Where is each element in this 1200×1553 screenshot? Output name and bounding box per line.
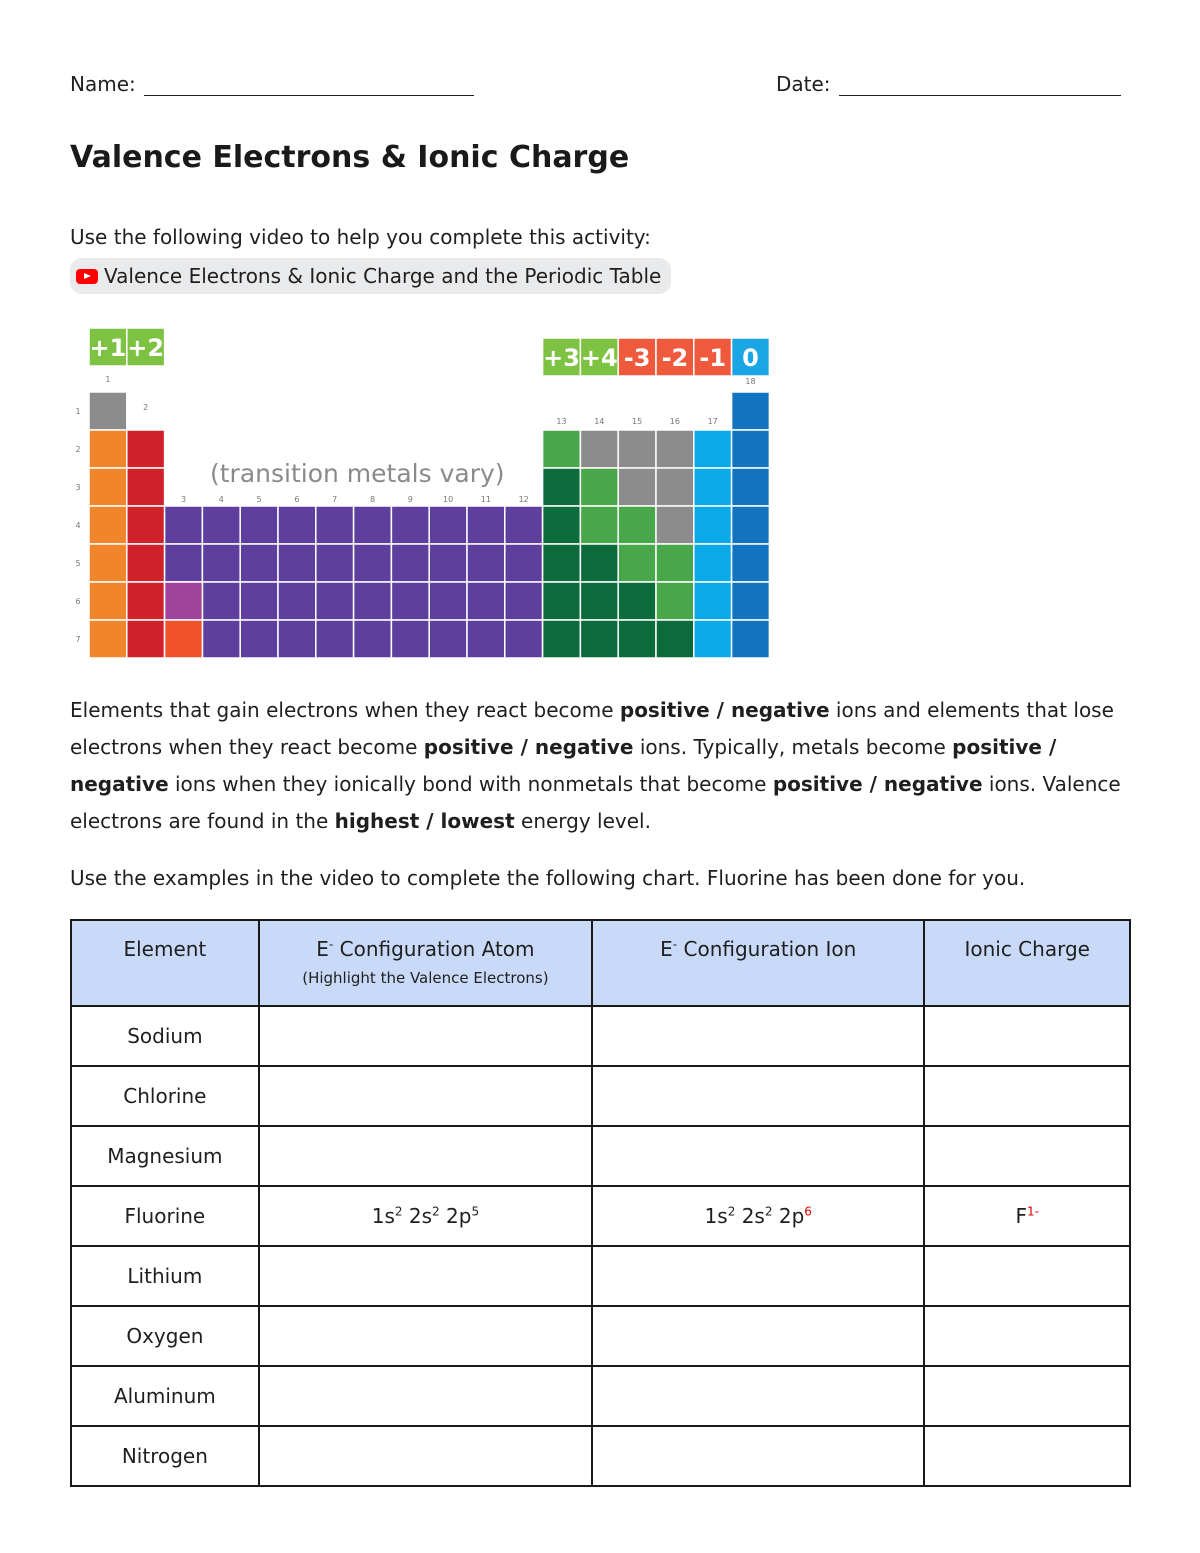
charge-badge-label: -1 bbox=[699, 344, 727, 372]
element-cell bbox=[127, 582, 165, 620]
ion-config-cell[interactable] bbox=[592, 1306, 924, 1366]
ionic-charge-cell[interactable] bbox=[924, 1306, 1130, 1366]
table-row bbox=[71, 1366, 1130, 1426]
element-cell bbox=[467, 620, 505, 658]
ionic-charge-cell[interactable] bbox=[924, 1006, 1130, 1066]
table-row bbox=[71, 1306, 1130, 1366]
element-cell bbox=[240, 506, 278, 544]
para-choice-4[interactable]: positive / negative bbox=[772, 772, 983, 796]
element-cell bbox=[732, 468, 770, 506]
name-field[interactable] bbox=[70, 72, 474, 96]
element-cell bbox=[467, 506, 505, 544]
youtube-icon bbox=[76, 269, 98, 284]
element-cell bbox=[656, 582, 694, 620]
element-cell bbox=[127, 430, 165, 468]
element-cell bbox=[543, 430, 581, 468]
page-title: Valence Electrons & Ionic Charge bbox=[70, 140, 630, 175]
element-cell: Sodium bbox=[71, 1006, 259, 1066]
period-number-label: 4 bbox=[75, 521, 81, 530]
element-cell bbox=[165, 620, 203, 658]
element-cell bbox=[202, 506, 240, 544]
instruction-text: Use the following video to help you complete this activity: bbox=[70, 225, 651, 249]
charge-badge-label: +2 bbox=[127, 334, 165, 362]
ion-config-cell[interactable]: $1s^2$ $2s^2$ $2p^6$ bbox=[592, 1186, 924, 1246]
group-number-label: 13 bbox=[556, 417, 567, 426]
atom-config-cell[interactable] bbox=[259, 1246, 592, 1306]
element-cell bbox=[202, 620, 240, 658]
element-cell bbox=[89, 392, 127, 430]
element-cell bbox=[89, 582, 127, 620]
group-number-label: 1 bbox=[105, 375, 111, 384]
group-number-label: 3 bbox=[180, 495, 187, 504]
ion-config-cell[interactable] bbox=[592, 1126, 924, 1186]
table-row-fluorine bbox=[71, 1186, 1130, 1246]
element-cell bbox=[543, 468, 581, 506]
name-blank[interactable] bbox=[144, 73, 474, 96]
element-cell bbox=[694, 544, 732, 582]
group-number-label: 10 bbox=[443, 495, 454, 504]
element-cell bbox=[543, 544, 581, 582]
element-cell: Oxygen bbox=[71, 1306, 259, 1366]
element-cell bbox=[240, 544, 278, 582]
table-row bbox=[71, 1066, 1130, 1126]
element-cell bbox=[694, 506, 732, 544]
atom-config-cell[interactable] bbox=[259, 1126, 592, 1186]
charge-badge-label: 0 bbox=[742, 344, 759, 372]
element-cell bbox=[89, 544, 127, 582]
element-cell bbox=[656, 506, 694, 544]
element-cell bbox=[278, 582, 316, 620]
table-row bbox=[71, 1006, 1130, 1066]
header-ion-config: E- Configuration Ion bbox=[592, 920, 924, 1006]
element-cell bbox=[505, 506, 543, 544]
element-cell bbox=[580, 544, 618, 582]
table-row bbox=[71, 1426, 1130, 1486]
table-row bbox=[71, 1246, 1130, 1306]
para-choice-1[interactable]: positive / negative bbox=[619, 698, 830, 722]
element-cell bbox=[165, 506, 203, 544]
header-atom-subtitle: (Highlight the Valence Electrons) bbox=[302, 969, 549, 987]
element-cell: Lithium bbox=[71, 1246, 259, 1306]
element-cell bbox=[391, 506, 429, 544]
header-ionic-charge: Ionic Charge bbox=[924, 920, 1130, 1006]
charge-badge-label: +3 bbox=[543, 344, 580, 372]
element-cell bbox=[505, 582, 543, 620]
header-atom-config: E- Configuration Atom (Highlight the Valence Electrons) bbox=[259, 920, 592, 1006]
chart-instruction: Use the examples in the video to complete the following chart. Fluorine has been done for you. bbox=[70, 866, 1026, 890]
period-number-label: 6 bbox=[75, 597, 81, 606]
element-cell bbox=[580, 620, 618, 658]
period-number-label: 1 bbox=[75, 407, 81, 416]
ionic-charge-cell[interactable] bbox=[924, 1366, 1130, 1426]
period-number-label: 2 bbox=[75, 445, 81, 454]
name-label: Name: bbox=[70, 72, 136, 96]
element-cell bbox=[391, 620, 429, 658]
element-cell: Chlorine bbox=[71, 1066, 259, 1126]
element-cell bbox=[618, 544, 656, 582]
element-cell bbox=[732, 544, 770, 582]
element-cell bbox=[732, 430, 770, 468]
element-cell bbox=[580, 468, 618, 506]
element-cell bbox=[467, 544, 505, 582]
element-cell bbox=[694, 430, 732, 468]
group-number-label: 11 bbox=[480, 495, 491, 504]
element-cell bbox=[354, 582, 392, 620]
element-cell bbox=[354, 544, 392, 582]
group-number-label: 14 bbox=[594, 417, 605, 426]
element-cell bbox=[732, 392, 770, 430]
group-number-label: 8 bbox=[369, 495, 376, 504]
group-number-label: 17 bbox=[707, 417, 718, 426]
element-cell bbox=[505, 544, 543, 582]
element-cell bbox=[127, 506, 165, 544]
element-cell bbox=[505, 620, 543, 658]
element-cell bbox=[543, 582, 581, 620]
table-row bbox=[71, 1126, 1130, 1186]
element-cell bbox=[202, 582, 240, 620]
group-number-label: 5 bbox=[256, 495, 262, 504]
atom-config-cell[interactable] bbox=[259, 1366, 592, 1426]
charge-badge-label: +1 bbox=[89, 334, 127, 362]
element-cell bbox=[543, 506, 581, 544]
element-cell bbox=[618, 582, 656, 620]
element-cell bbox=[240, 620, 278, 658]
ion-config-cell[interactable] bbox=[592, 1366, 924, 1426]
element-cell: Nitrogen bbox=[71, 1426, 259, 1486]
element-cell bbox=[89, 468, 127, 506]
element-cell: Fluorine bbox=[71, 1186, 259, 1246]
period-number-label: 5 bbox=[75, 559, 81, 568]
ion-config-cell[interactable] bbox=[592, 1246, 924, 1306]
element-cell bbox=[694, 582, 732, 620]
element-cell bbox=[694, 468, 732, 506]
element-cell bbox=[316, 582, 354, 620]
para-choice-5[interactable]: highest / lowest bbox=[334, 809, 515, 833]
group-number-label: 6 bbox=[294, 495, 300, 504]
ionic-charge-cell[interactable] bbox=[924, 1126, 1130, 1186]
element-cell bbox=[429, 582, 467, 620]
group-number-label: 16 bbox=[669, 417, 680, 426]
para-text-4: ions when they ionically bond with nonmetals that become bbox=[168, 772, 773, 796]
element-cell bbox=[165, 544, 203, 582]
element-cell bbox=[278, 506, 316, 544]
element-cell bbox=[580, 506, 618, 544]
element-cell bbox=[89, 506, 127, 544]
ionic-charge-cell[interactable] bbox=[924, 1426, 1130, 1486]
table-header-row bbox=[71, 920, 1130, 1006]
element-cell bbox=[429, 620, 467, 658]
element-cell bbox=[89, 430, 127, 468]
group-number-label: 4 bbox=[218, 495, 224, 504]
video-link-label: Valence Electrons & Ionic Charge and the Periodic Table bbox=[104, 264, 662, 288]
element-cell bbox=[656, 468, 694, 506]
element-cell bbox=[165, 582, 203, 620]
element-cell bbox=[618, 506, 656, 544]
video-link[interactable] bbox=[70, 258, 671, 294]
element-cell: Aluminum bbox=[71, 1366, 259, 1426]
element-cell bbox=[316, 620, 354, 658]
element-cell bbox=[391, 544, 429, 582]
element-cell bbox=[732, 506, 770, 544]
element-cell bbox=[732, 620, 770, 658]
element-cell bbox=[656, 544, 694, 582]
element-cell bbox=[391, 582, 429, 620]
para-text-3: ions. Typically, metals become bbox=[633, 735, 953, 759]
atom-config-cell[interactable] bbox=[259, 1306, 592, 1366]
element-cell bbox=[202, 544, 240, 582]
element-cell bbox=[127, 620, 165, 658]
transition-metals-label: (transition metals vary) bbox=[210, 459, 505, 488]
element-cell bbox=[316, 506, 354, 544]
element-cell bbox=[580, 430, 618, 468]
element-cell bbox=[618, 430, 656, 468]
ionic-charge-cell[interactable]: $F^{1-}$ bbox=[924, 1186, 1130, 1246]
ionic-charge-cell[interactable] bbox=[924, 1246, 1130, 1306]
element-cell bbox=[656, 430, 694, 468]
atom-config-cell[interactable] bbox=[259, 1426, 592, 1486]
charge-badge-label: +4 bbox=[580, 344, 618, 372]
header-element: Element bbox=[71, 920, 259, 1006]
group-number-label: 7 bbox=[332, 495, 338, 504]
period-number-label: 3 bbox=[75, 483, 81, 492]
group-number-label: 2 bbox=[143, 403, 149, 412]
element-cell bbox=[694, 620, 732, 658]
element-cell bbox=[127, 468, 165, 506]
ion-config-cell[interactable] bbox=[592, 1066, 924, 1126]
element-cell bbox=[732, 582, 770, 620]
element-cell bbox=[89, 620, 127, 658]
date-field[interactable] bbox=[776, 72, 1121, 96]
group-number-label: 9 bbox=[407, 495, 413, 504]
atom-config-cell[interactable]: $1s^2$ $2s^2$ $2p^5$ bbox=[259, 1186, 592, 1246]
periodic-table-image bbox=[60, 322, 780, 662]
ionic-charge-cell[interactable] bbox=[924, 1066, 1130, 1126]
element-cell bbox=[354, 506, 392, 544]
electron-config-table bbox=[70, 919, 1131, 1487]
group-number-label: 15 bbox=[632, 417, 643, 426]
para-text-5: ions. Valence electrons are found in the bbox=[70, 772, 1121, 833]
atom-config-cell[interactable] bbox=[259, 1066, 592, 1126]
element-cell bbox=[543, 620, 581, 658]
element-cell bbox=[656, 620, 694, 658]
para-text-2: ions and elements that lose electrons when they react become bbox=[70, 698, 1114, 759]
element-cell bbox=[467, 582, 505, 620]
para-text-1: Elements that gain electrons when they react become bbox=[70, 698, 620, 722]
element-cell bbox=[278, 620, 316, 658]
date-blank[interactable] bbox=[839, 73, 1121, 96]
period-number-label: 7 bbox=[75, 635, 81, 644]
element-cell bbox=[354, 620, 392, 658]
group-number-label: 12 bbox=[518, 495, 529, 504]
element-cell bbox=[618, 468, 656, 506]
ion-config-cell[interactable] bbox=[592, 1006, 924, 1066]
charge-badge-label: -2 bbox=[661, 344, 689, 372]
element-cell bbox=[580, 582, 618, 620]
element-cell bbox=[429, 544, 467, 582]
group-number-label: 18 bbox=[745, 377, 756, 386]
element-cell bbox=[278, 544, 316, 582]
atom-config-cell[interactable] bbox=[259, 1006, 592, 1066]
header-row bbox=[70, 72, 1130, 102]
para-text-6: energy level. bbox=[514, 809, 651, 833]
element-cell bbox=[316, 544, 354, 582]
element-cell bbox=[127, 544, 165, 582]
element-cell bbox=[618, 620, 656, 658]
element-cell bbox=[429, 506, 467, 544]
date-label: Date: bbox=[776, 72, 831, 96]
para-choice-2[interactable]: positive / negative bbox=[423, 735, 634, 759]
ion-config-cell[interactable] bbox=[592, 1426, 924, 1486]
charge-badge-label: -3 bbox=[623, 344, 651, 372]
fill-in-paragraph bbox=[70, 692, 1130, 840]
para-choice-3[interactable]: positive / negative bbox=[70, 735, 1057, 796]
element-cell bbox=[240, 582, 278, 620]
element-cell: Magnesium bbox=[71, 1126, 259, 1186]
